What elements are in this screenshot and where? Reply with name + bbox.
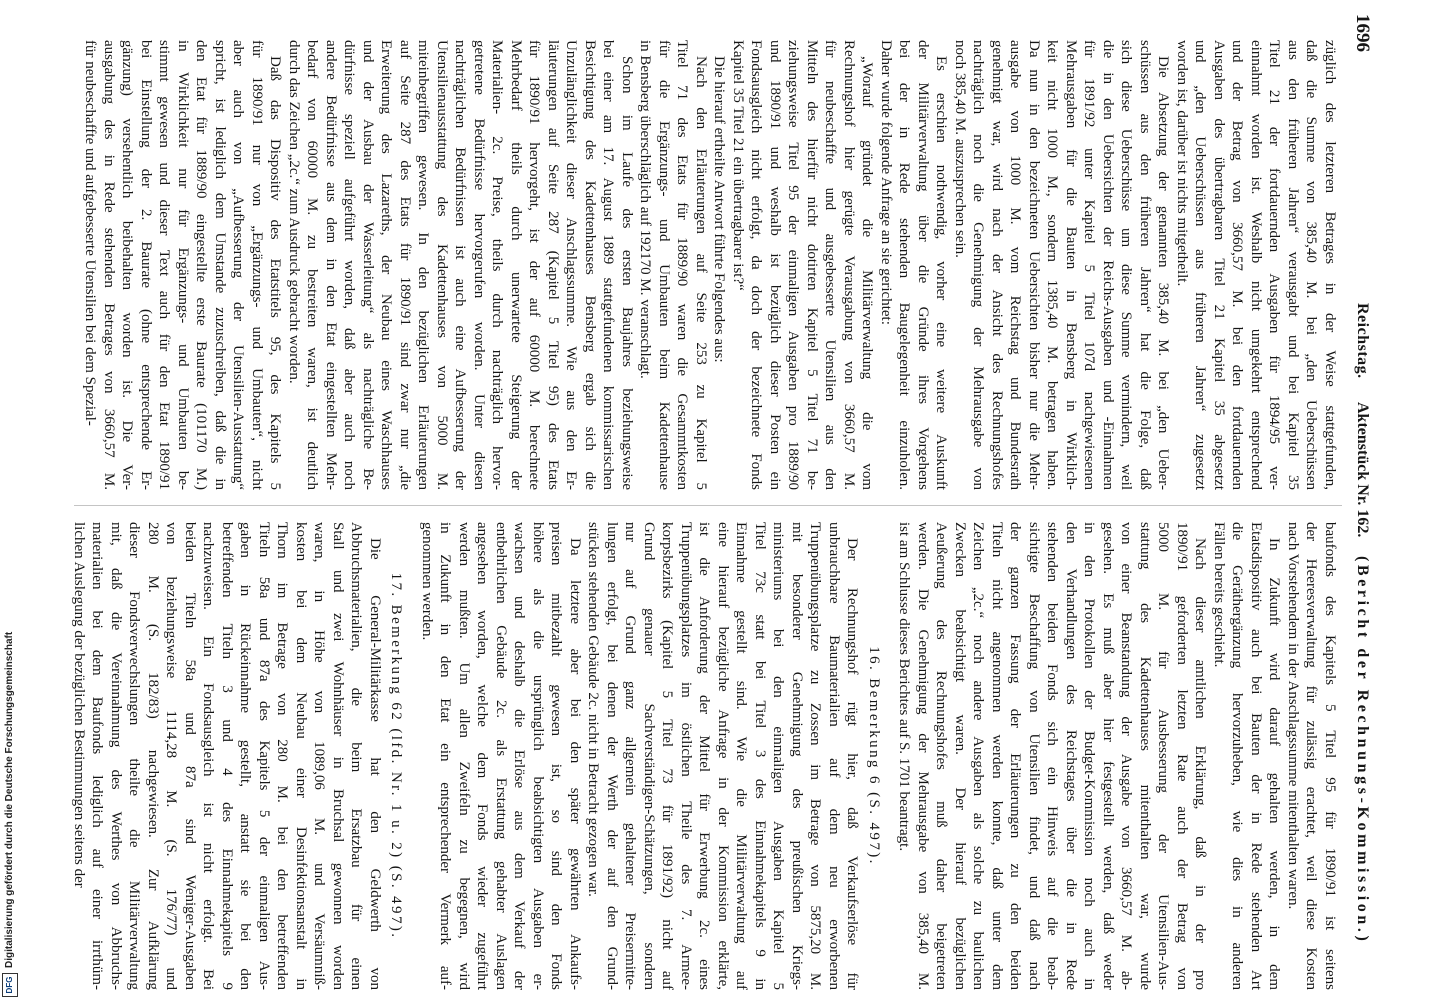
text-line: genehmigt war, wird nach der Ansicht des Rechnungshofes — [989, 40, 1005, 490]
text-line: bei Einstellung der 2. Baurate (ohne entsprechende Er- — [138, 40, 154, 490]
text-line: stattung des Kadettenhauses mitenthalten war, wurde — [1137, 522, 1153, 990]
text-line: Titeln 58a und 87a des Kapitels 5 der einmaligen Aus- — [256, 522, 272, 990]
text-line: für neubeschaffte und ausgebesserte Utensilien aus den — [822, 40, 839, 490]
text-line: gaben in Rückeinnahme gestellt, anstatt sie bei den — [237, 522, 254, 990]
paragraph — [584, 522, 862, 990]
text-line: ist am Schlusse dieses Berichtes auf S. 1701 beantragt. — [896, 522, 913, 852]
text-line: beiden Titeln 58a und 87a sind Weniger-Ausgaben — [182, 522, 198, 990]
text-line: noch 385,40 M. auszusprechen sein. — [952, 40, 968, 258]
text-line: ausgabung des in Rede stehenden Betrages von 3660,57 M. — [101, 40, 117, 490]
text-line: Materialien- 2c. Preise, theils durch nachträglich hervor- — [489, 40, 506, 490]
paragraph — [81, 40, 285, 490]
text-line: stehenden beiden Fonds sich ein Hinweis auf die beab- — [1044, 522, 1061, 990]
text-line: lungen erfolgt, bei denen der Werth der auf den Grund- — [604, 522, 620, 990]
text-line: Da letztere aber bei den später gewährten Ankaufs- — [567, 538, 583, 990]
text-line: durch das Zeichen „2c.“ zum Ausdruck gebracht worden. — [286, 40, 302, 384]
text-line: Stall und zwei Wohnhäuser in Bruchsal gewonnen worden — [330, 522, 346, 990]
text-line: Rechnungshof hier gerügte Verausgabung von 3660,57 M. — [841, 40, 857, 490]
text-line: in Wirklichkeit nur für Ergänzungs- und Umbauten be- — [175, 40, 191, 490]
text-line: stücken stehenden Gebäude 2c. nicht in Betracht gezogen war. — [585, 522, 602, 897]
text-line: werden. Die Genehmigung der Mehrausgabe von 385,40 M. — [915, 522, 931, 990]
text-line: gesehen. Es muß aber hier festgestellt werden, daß weder — [1100, 522, 1116, 990]
text-line: waren, in Höhe von 1089,06 M. und Versäumniß- — [311, 522, 328, 990]
text-line: Die Absetzung der genannten 385,40 M. bei „den Ueber- — [1155, 56, 1172, 490]
dfg-logo: DFG — [2, 973, 18, 997]
section-heading: 17. Bemerkung 62 (lfd. Nr. 1 u. 2) (S. 497). — [388, 572, 405, 940]
text-line: Abbruchsmaterialien, die beim Ersatzbau für einen — [348, 522, 365, 990]
text-line: für 1890/91 nur von „Ergänzungs- und Umbauten“, nicht — [249, 40, 265, 490]
text-line: ziehungsweise Titel 95 der einmaligen Ausgaben pro 1889/90 — [785, 40, 802, 490]
running-head-document: Aktenstück Nr. 162. — [1354, 402, 1371, 538]
text-line: auf Seite 287 des Etats für 1890/91 sind zwar nur „die — [397, 40, 413, 490]
section-heading: 16. Bemerkung 6 (S. 497). — [866, 646, 882, 866]
text-line: sich diese Ueberschüsse um diese Summe vermindern, weil — [1118, 40, 1135, 490]
paragraph — [1173, 40, 1340, 490]
text-line: baufonds des Kapitels 5 Titel 95 für 1890/91 ist seitens — [1322, 522, 1338, 990]
text-line: mit besonderer Genehmigung des preußischen Kriegs- — [789, 522, 805, 990]
text-line: die Geräthergänzung hervorzuheben, wie dies in anderen — [1229, 522, 1246, 990]
text-line: getretene Bedürfnisse hervorgerufen worden. Unter diesen — [471, 40, 487, 490]
text-line: Nach dieser amtlichen Erklärung, daß in der pro — [1192, 538, 1209, 990]
text-line: den Verhandlungen des Reichstages über die in Rede — [1063, 522, 1079, 990]
text-line: wachsen und deshalb die Erlöse aus dem Verkauf der — [511, 522, 528, 990]
text-line: den Etat für 1889/90 eingestellte erste Baurate (101170 M.) — [193, 40, 210, 490]
column-divider — [74, 505, 1342, 506]
text-line: Etatsdispositiv auch bei Bauten der in Rede stehenden Art — [1248, 522, 1264, 990]
text-line: nach Vorstehendem in der Anschlagssumme mitenthalten waren. — [1285, 522, 1301, 910]
text-line: entbehrlichen Gebäude 2c. als Erstattung gehabter Auslagen — [493, 522, 509, 990]
text-line: läuterungen auf Seite 287 (Kapitel 5 Titel 95) des Etats — [545, 40, 561, 490]
text-line: In Zukunft wird darauf gehalten werden, in dem — [1266, 538, 1283, 990]
text-line: Schon im Laufe des ersten Baujahres beziehungsweise — [619, 56, 635, 490]
text-line: daß die Summe von 385,40 M. bei „den Ueberschüssen — [1303, 40, 1320, 490]
text-line: die in den Uebersichten der Reichs-Ausgaben und -Einnahmen — [1100, 40, 1116, 490]
text-line: ist die Anforderung der Mittel für Erwerbung 2c. eines — [696, 522, 713, 990]
text-line: Daher wurde folgende Anfrage an sie gerichtet: — [878, 40, 894, 325]
paragraph — [70, 522, 385, 990]
text-line: materialien bei dem Baufonds lediglich auf einer irrthüm- — [89, 522, 106, 990]
text-line: in den Protokollen der Budget-Kommission noch auch in — [1081, 522, 1098, 990]
text-line: nachträglichen Bedürfnissen ist auch eine Aufbesserung der — [452, 40, 469, 490]
text-line: eine hierauf bezügliche Anfrage in der Kommission erklärte, — [715, 522, 731, 990]
text-line: andere Bedürfnisse aus dem in den Etat eingestellten Mehr- — [323, 40, 339, 490]
text-line: der ganzen Fassung der Erläuterungen zu den beiden — [1007, 522, 1024, 990]
text-column-right — [70, 522, 1340, 990]
text-line: einnahmt worden ist. Weshalb nicht umgekehrt entsprechend — [1248, 40, 1264, 490]
text-line: Zwecken beabsichtigt waren. Der hierauf bezüglichen — [952, 522, 968, 990]
text-line: Nach den Erläuterungen auf Seite 253 zu Kapitel 5 — [693, 56, 709, 490]
text-line: von einer Beanstandung der Ausgabe von 3660,57 M. ab- — [1118, 522, 1135, 990]
text-line: der Heeresverwaltung für zulässig erachtet, weil diese Kosten — [1303, 522, 1320, 990]
text-line: züglich des letzteren Betrages in der Weise stattgefunden, — [1322, 40, 1338, 490]
text-line: höhere als die ursprünglich beabsichtigten Ausgaben er- — [530, 522, 546, 990]
text-line: Mehrbedarf theils durch unerwartete Steigerung der — [508, 40, 524, 490]
text-line: für neubeschaffte und aufgebesserte Utensilien bei dem Spezial- — [82, 40, 99, 426]
paragraph — [729, 40, 877, 490]
text-line: genommen werden. — [419, 522, 435, 641]
text-line: Titeln nicht angenommen werden konnte, daß unter dem — [989, 522, 1005, 990]
text-line: lichen Auslegung der bezüglichen Bestimmungen seitens der — [71, 522, 87, 888]
text-line: Grund genauer Sachverständigen-Schätzungen, sondern — [641, 522, 657, 990]
text-line: Einnahme gestellt sind. Wie die Militärverwaltung auf — [733, 522, 750, 990]
running-head — [1350, 0, 1374, 1000]
text-line: der Militärverwaltung über die Gründe ihres Vorgehens — [915, 40, 931, 490]
text-line: von beziehungsweise 1114,28 M. (S. 176/77) und — [163, 522, 180, 990]
text-line: in Zukunft in den Etat ein entsprechender Vermerk auf- — [437, 522, 454, 990]
page-number: 1696 — [1352, 14, 1373, 52]
text-line: und 1890/91 und weshalb ist bezüglich dieser Posten ein — [767, 40, 783, 490]
text-line: ministeriums bei den einmaligen Ausgaben Kapitel 5 — [770, 522, 787, 990]
text-line: Unzulänglichkeit dieser Anschlagssumme. Wie aus den Er- — [563, 40, 580, 490]
text-line: unbrauchbare Baumaterialien auf dem neu erworbenen — [826, 522, 842, 990]
text-line: spricht, ist lediglich dem Umstande zuzuschreiben, daß die in — [212, 40, 228, 490]
text-line: Da nun in den bezeichneten Uebersichten bisher nur die Mehr- — [1026, 40, 1042, 490]
text-line: bei der in Rede stehenden Baugelegenheit einzuholen. — [896, 40, 913, 490]
text-line: Fondsausgleich nicht erfolgt, da doch der bezeichnete Fonds — [748, 40, 765, 490]
text-line: Truppenübungsplatzes im östlichen Theile des 7. Armee- — [678, 522, 694, 990]
text-line: Erweiterung des Lazareths, der Neubau eines Waschhauses — [378, 40, 395, 490]
text-line: Die hierauf ertheilte Antwort führte Folgendes aus: — [711, 56, 728, 363]
text-line: und der Betrag von 3660,57 M. bei den fortdauernden — [1229, 40, 1246, 490]
text-line: korpsbezirks (Kapitel 5 Titel 73 für 1891/92) nicht auf — [659, 522, 676, 990]
text-line: dürfnisse speziell aufgeführt worden, daß aber auch noch — [341, 40, 358, 490]
digitization-credit: Digitalisierung gefördert durch die Deutsche Forschungsgemeinschaft — [4, 631, 15, 968]
paragraph — [1210, 522, 1284, 990]
paragraph — [418, 522, 585, 990]
text-line: ausgabe von 1000 M. vom Reichstag und Bundesrath — [1007, 40, 1024, 490]
text-line: Aeußerung des Rechnungshofes muß daher beigetreten — [933, 522, 950, 990]
text-line: schüssen aus den früheren Jahren“ hat die Folge, daß — [1137, 40, 1153, 490]
text-line: Zeichen „2c.“ noch andere Ausgaben als solche zu baulichen — [970, 522, 987, 990]
text-line: Es erschien nothwendig, vorher eine weitere Auskunft — [933, 56, 950, 490]
text-line: Fällen bereits geschieht. — [1211, 522, 1227, 668]
text-line: Besichtigung des Kadettenhauses Bensberg ergab sich die — [582, 40, 598, 490]
text-line: Titel 73c statt bei Titel 3 des Einnahmekapitels 9 in — [752, 522, 768, 990]
text-line: für die Ergänzungs- und Umbauten beim Kadettenhause — [656, 40, 672, 490]
text-line: betreffenden Titeln 3 und 4 des Einnahmekapitels 9 — [219, 522, 235, 990]
text-line: werden mußten. Um allen Zweifeln zu begegnen, wird — [456, 522, 472, 990]
text-line: bei einer am 17. August 1889 stattgefundenen kommissarischen — [600, 40, 617, 490]
text-line: Kapitel 35 Titel 21 ein übertragbarer ist?“ — [730, 40, 746, 291]
text-column-left — [81, 40, 1339, 490]
text-line: Titel 71 des Etats für 1889/90 waren die Gesammtkosten — [674, 40, 691, 490]
paragraph — [1284, 522, 1340, 990]
text-line: nur auf Grund ganz allgemein gehaltener Preisermitte- — [622, 522, 639, 990]
text-line: kosten bei dem Neubau einer Desinfektionsanstalt in — [293, 522, 309, 990]
paragraph — [895, 522, 1210, 990]
text-line: und der Ausbau der Wasserleitung“ als nachträgliche Be- — [360, 40, 376, 490]
running-head-report: (Bericht der Rechnungs-Kommission.) — [1354, 556, 1371, 945]
text-line: angesehen worden, welche dem Fonds wieder zugeführt — [474, 522, 491, 990]
text-line: Daß das Dispositiv des Etatstitels 95, des Kapitels 5 — [267, 56, 284, 490]
text-line: und „den Ueberschüssen aus früheren Jahren“ zugesetzt — [1192, 40, 1209, 490]
text-line: Die General-Militärkasse hat den Geldwerth von — [367, 538, 383, 990]
text-line: Titel 21 der fortdauernden Ausgaben für 1894/95 ver- — [1266, 40, 1283, 490]
text-line: mit, daß die Vereinnahmung des Werthes von Abbruchs- — [108, 522, 124, 990]
text-line: Mitteln des hierfür nicht dotirten Kapitel 5 Titel 71 be- — [804, 40, 820, 490]
paragraph — [877, 40, 951, 490]
text-line: für 1890/91 hervorgeht, ist der auf 60000 M. berechnete — [526, 40, 543, 490]
text-line: Der Rechnungshof rügt hier, daß Verkaufserlöse für — [844, 538, 861, 990]
paragraph — [951, 40, 1173, 490]
paragraph — [710, 40, 729, 490]
text-line: dieser Fondsverwechslungen theilte die Militärverwaltung — [126, 522, 143, 990]
text-line: miteinbegriffen gewesen. In den bezüglichen Erläuterungen — [415, 40, 432, 490]
text-line: keit nicht 1000 M., sondern 1385,40 M. betragen haben. — [1044, 40, 1061, 490]
text-line: 5000 M. für Ausbesserung der Utensilien-Aus- — [1155, 522, 1172, 990]
running-head-chamber: Reichstag. — [1354, 303, 1371, 379]
text-line: bedarf von 60000 M. zu bestreiten waren, ist deutlich — [304, 40, 321, 490]
text-line: „Worauf gründet die Militärverwaltung die vom — [859, 56, 876, 490]
text-line: Thorn im Betrage von 280 M. bei den betreffenden — [274, 522, 291, 990]
text-line: Mehrausgaben für die Bauten in Bensberg in Wirklich- — [1063, 40, 1079, 490]
paragraph — [636, 40, 710, 490]
text-line: für 1891/92 unter Kapitel 5 Titel 107d nachgewiesenen — [1081, 40, 1098, 490]
text-line: Ausgaben des übertragbaren Titel 21 Kapitel 35 abgesetzt — [1211, 40, 1227, 490]
text-line: worden ist, darüber ist nichts mitgetheilt. — [1174, 40, 1190, 287]
text-line: preisen mitbezahlt gewesen ist, so sind den Fonds — [548, 522, 565, 990]
text-line: aber auch von „Aufbesserung der Utensilien-Ausstattung“ — [230, 40, 247, 490]
paragraph — [285, 40, 637, 490]
text-line: gänzung) versehentlich beibehalten worden ist. Die Ver- — [119, 40, 136, 490]
text-line: nachzuweisen. Ein Fondsausgleich ist nicht erfolgt. Bei — [200, 522, 217, 990]
text-line: nachträglich noch die Genehmigung der Mehrausgabe von — [970, 40, 987, 490]
text-line: Utensilienausstattung des Kadettenhauses von 5000 M. — [434, 40, 450, 490]
text-line: 280 M. (S. 182/83) nachgewiesen. Zur Aufklärung — [145, 522, 161, 990]
text-line: 1890/91 geforderten letzten Rate auch der Betrag von — [1174, 522, 1190, 990]
text-line: stimmt gewesen und dieser Text auch für den Etat 1890/91 — [156, 40, 173, 490]
text-line: Truppenübungsplatze zu Zossen im Betrage von 5875,20 M. — [807, 522, 824, 990]
text-line: in Bensberg überschläglich auf 192170 M. veranschlagt. — [637, 40, 654, 379]
text-line: sichtigte Beschaffung von Utensilien findet, und daß nach — [1026, 522, 1042, 990]
text-line: aus den früheren Jahren“ verausgabt und bei Kapitel 35 — [1285, 40, 1301, 490]
